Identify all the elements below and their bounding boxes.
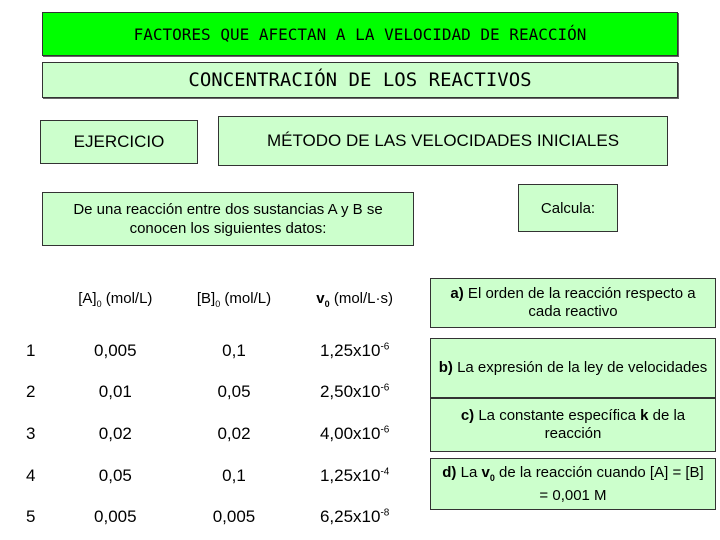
question-b-letter: b): [438, 359, 453, 376]
cell-v0-exp: -6: [380, 341, 390, 353]
question-a-text: El orden de la reacción respecto a cada reactivo: [463, 285, 696, 320]
page-subtitle-text: CONCENTRACIÓN DE LOS REACTIVOS: [188, 69, 532, 91]
question-d-v: v: [481, 463, 490, 481]
question-c-text2: de la reacción: [544, 407, 686, 442]
cell-b: 0,1: [222, 465, 246, 485]
cell-v0-exp: -8: [380, 507, 390, 519]
cell-v0: [293, 330, 416, 372]
question-c: [430, 398, 716, 452]
row-number: 4: [26, 465, 36, 485]
row-number: 1: [26, 340, 36, 360]
question-b: [430, 338, 716, 398]
table-row: [18, 330, 416, 372]
ejercicio-label: [40, 120, 198, 164]
question-d-letter: d): [442, 463, 457, 481]
row-number: 5: [26, 507, 36, 527]
metodo-label: [218, 116, 668, 166]
question-c-letter: c): [460, 407, 475, 424]
header-initial-rate: [293, 268, 416, 330]
header-a-sub: 0: [96, 298, 102, 309]
cell-b: 0,05: [217, 382, 251, 402]
question-c-k: k: [640, 407, 649, 424]
calcula-text: Calcula:: [540, 199, 596, 217]
page-title-text: FACTORES QUE AFECTAN A LA VELOCIDAD DE REACCIÓN: [133, 24, 587, 44]
table-row: [18, 455, 416, 497]
page-subtitle: [42, 62, 678, 98]
data-table: [18, 268, 416, 538]
header-v-symbol: v: [316, 289, 325, 307]
question-d-v-sub: 0: [489, 472, 495, 483]
header-b-sub: 0: [215, 298, 221, 309]
cell-v0-exp: -6: [380, 382, 390, 394]
question-d-text: La: [456, 463, 482, 481]
cell-a: 0,05: [98, 465, 132, 485]
table-row: [18, 496, 416, 538]
ejercicio-text: EJERCICIO: [73, 132, 165, 151]
question-d: [430, 458, 716, 510]
page-title: [42, 12, 678, 56]
cell-v0-exp: -4: [380, 465, 390, 477]
header-row-num: [18, 268, 56, 330]
intro-text: [42, 192, 414, 246]
cell-a: 0,02: [98, 423, 132, 443]
row-number: 2: [26, 382, 36, 402]
cell-v0-base: 4,00x10: [319, 423, 381, 443]
question-a-content: [437, 285, 709, 321]
cell-b: 0,1: [222, 340, 246, 360]
header-a-unit: (mol/L): [101, 289, 153, 307]
question-b-text: La expresión de la ley de velocidades: [452, 359, 708, 376]
table-header-row: [18, 268, 416, 330]
cell-v0: [293, 496, 416, 538]
header-concentration-b: [175, 268, 294, 330]
question-c-text: La constante específica: [474, 407, 641, 424]
question-c-content: [437, 407, 709, 443]
header-a-symbol: [A]: [78, 289, 97, 307]
cell-a: 0,005: [94, 340, 137, 360]
question-d-content: [437, 464, 709, 505]
cell-v0-base: 1,25x10: [319, 340, 381, 360]
intro-text-content: De una reacción entre dos sustancias A y B se conocen los siguientes datos:: [73, 201, 383, 237]
header-v-sub: 0: [324, 298, 330, 309]
header-concentration-a: [56, 268, 175, 330]
question-a: [430, 278, 716, 328]
header-v-unit: (mol/L·s): [329, 289, 393, 307]
cell-v0: [293, 455, 416, 497]
question-b-content: [439, 359, 708, 377]
row-number: 3: [26, 423, 36, 443]
table-row: [18, 372, 416, 414]
question-a-letter: a): [450, 285, 464, 302]
cell-v0-base: 1,25x10: [319, 465, 381, 485]
question-d-text2: de la reacción cuando [A] = [B] = 0,001 M: [494, 463, 704, 504]
cell-b: 0,005: [212, 507, 256, 527]
cell-v0: [293, 413, 416, 455]
cell-v0: [293, 372, 416, 414]
metodo-text: MÉTODO DE LAS VELOCIDADES INICIALES: [266, 131, 620, 150]
header-b-symbol: [B]: [196, 289, 216, 307]
cell-v0-base: 6,25x10: [319, 507, 381, 527]
cell-a: 0,005: [94, 507, 137, 527]
cell-v0-base: 2,50x10: [319, 382, 381, 402]
table-row: [18, 413, 416, 455]
calcula-label: [518, 184, 618, 232]
cell-a: 0,01: [98, 382, 132, 402]
cell-v0-exp: -6: [380, 424, 390, 436]
cell-b: 0,02: [217, 423, 251, 443]
header-b-unit: (mol/L): [220, 289, 272, 307]
